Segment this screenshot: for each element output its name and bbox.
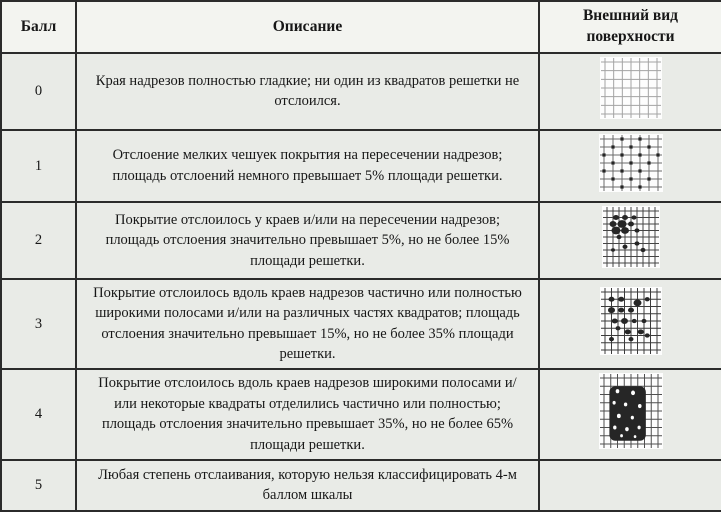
description-cell: Покрытие отслоилось у краев и/или на пересечении надрезов; площадь отслоения значительно превышает 5%, но не более 15% площади решетки.	[76, 202, 539, 279]
crosscut-grid-detachment-15-35-icon	[600, 287, 662, 355]
table-row	[1, 53, 721, 130]
score-cell: 5	[1, 460, 76, 511]
description-cell: Покрытие отслоилось вдоль краев надрезов широкими полосами и/или некоторые квадраты отделились частично или полностью; площадь отслоения значительно превышает 35%, но не более 65% площади решетки.	[76, 369, 539, 460]
surface-cell	[539, 369, 721, 460]
surface-cell	[539, 53, 721, 130]
description-cell: Отслоение мелких чешуек покрытия на пересечении надрезов; площадь отслоений немного превышает 5% площади решетки.	[76, 130, 539, 203]
score-cell: 0	[1, 53, 76, 130]
score-cell: 4	[1, 369, 76, 460]
score-cell: 3	[1, 279, 76, 369]
col-header-description: Описание	[76, 1, 539, 53]
table-row	[1, 202, 721, 279]
col-header-surface: Внешний вид поверхности	[539, 1, 721, 53]
description-cell: Покрытие отслоилось вдоль краев надрезов частично или полностью широкими полосами и/или на различных частях квадратов; площадь отслоения значительно превышает 15%, но не более 35% площади решетки.	[76, 279, 539, 369]
crosscut-grid-detachment-35-65-icon	[599, 373, 663, 449]
surface-image-wrapper	[602, 206, 660, 268]
col-header-score: Балл	[1, 1, 76, 53]
table-row	[1, 460, 721, 511]
surface-image-wrapper	[600, 57, 662, 119]
table-row	[1, 369, 721, 460]
surface-cell	[539, 130, 721, 203]
description-cell: Любая степень отслаивания, которую нельзя классифицировать 4-м баллом шкалы	[76, 460, 539, 511]
crosscut-grid-detachment-5-15-icon	[602, 206, 660, 268]
score-cell: 2	[1, 202, 76, 279]
surface-cell	[539, 460, 721, 511]
table-row	[1, 279, 721, 369]
table-body	[1, 53, 721, 511]
surface-image-wrapper	[600, 287, 662, 355]
table-row	[1, 130, 721, 203]
header-row	[1, 1, 721, 53]
table-header	[1, 1, 721, 53]
surface-cell	[539, 202, 721, 279]
score-cell: 1	[1, 130, 76, 203]
surface-image-wrapper	[599, 134, 663, 192]
surface-image-wrapper	[599, 373, 663, 449]
crosscut-grid-no-detachment-icon	[600, 57, 662, 119]
description-cell: Края надрезов полностью гладкие; ни один из квадратов решетки не отслоился.	[76, 53, 539, 130]
surface-cell	[539, 279, 721, 369]
crosscut-grid-flakes-at-intersections-icon	[599, 134, 663, 192]
